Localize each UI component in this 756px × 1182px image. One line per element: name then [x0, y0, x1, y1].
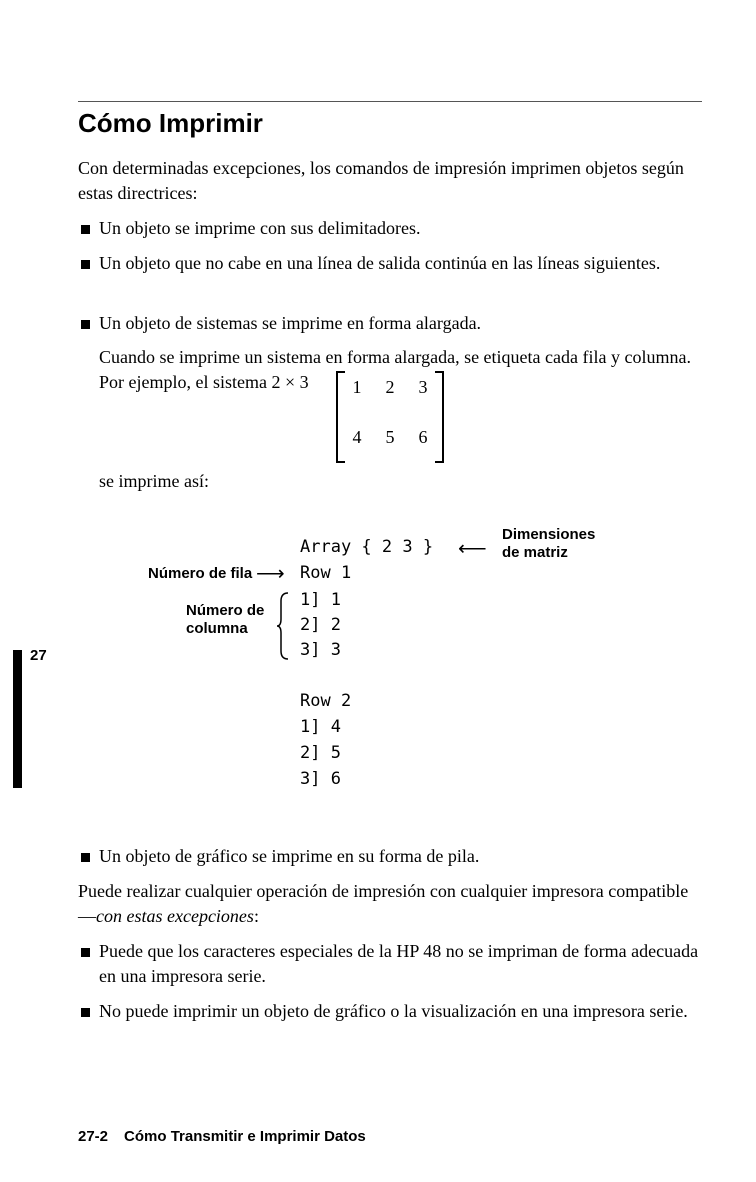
arrow-right-icon: ⟶ [256, 563, 285, 585]
right-bracket [435, 371, 444, 463]
bullet-systems: Un objeto de sistemas se imprime en forma alargada. [99, 313, 482, 333]
page-footer [78, 1128, 366, 1145]
header-rule [78, 101, 702, 102]
printout-row2-label: Row 2 [300, 691, 352, 711]
bullet-special-chars: Puede que los caracteres especiales de la HP 48 no se impriman de forma adecuada en una impresora serie. [99, 941, 699, 986]
bullet-marker [81, 1008, 90, 1017]
left-bracket [336, 371, 345, 463]
bullet-marker [81, 853, 90, 862]
printout-row1-item: 3] 3 [300, 640, 341, 660]
chapter-tab-bar [13, 650, 22, 788]
annotation-row-number: Número de fila [148, 565, 253, 582]
bullet-delimiters: Un objeto se imprime con sus delimitadores. [99, 218, 421, 238]
bullet-graphic: Un objeto de gráfico se imprime en su forma de pila. [99, 846, 480, 866]
compat-paragraph [78, 879, 698, 929]
printout-row2-item: 1] 4 [300, 717, 341, 737]
page-title: Cómo Imprimir [78, 108, 263, 138]
prints-as-text: se imprime así: [99, 471, 209, 491]
bullet-marker [81, 260, 90, 269]
matrix-cell: 1 [352, 377, 362, 397]
bullet-marker [81, 225, 90, 234]
arrow-left-icon: ⟵ [458, 538, 487, 560]
footer-chapter-title: Cómo Transmitir e Imprimir Datos [124, 1128, 366, 1145]
matrix-cell: 6 [418, 427, 428, 447]
matrix-cell: 4 [352, 427, 362, 447]
chapter-tab-number: 27 [30, 647, 47, 664]
printout-row2-item: 3] 6 [300, 769, 341, 789]
system-paragraph: Cuando se imprime un sistema en forma alargada, se etiqueta cada fila y columna. Por ejemplo, el sistema 2 × 3 [99, 347, 691, 392]
annotation-dimensions: Dimensiones de matriz [502, 526, 596, 561]
matrix-cell: 3 [418, 377, 428, 397]
brace-icon [276, 591, 290, 661]
printout-row1-item: 2] 2 [300, 615, 341, 635]
compat-text: Puede realizar cualquier operación de impresión con cualquier impresora compatible— [78, 881, 689, 926]
matrix-cell: 2 [385, 377, 395, 397]
printout-row1-label: Row 1 [300, 563, 352, 583]
compat-end: : [253, 906, 259, 926]
printout-array-line: Array { 2 3 } [300, 537, 434, 557]
printout-row2-item: 2] 5 [300, 743, 341, 763]
bullet-marker [81, 948, 90, 957]
bullet-line-wrap: Un objeto que no cabe en una línea de salida continúa en las líneas siguientes. [99, 253, 661, 273]
matrix-2x3 [336, 371, 444, 463]
intro-paragraph: Con determinadas excepciones, los comandos de impresión imprimen objetos según estas directrices: [78, 158, 684, 203]
bullet-marker [81, 320, 90, 329]
bullet-no-graphic: No puede imprimir un objeto de gráfico o la visualización en una impresora serie. [99, 1001, 688, 1021]
matrix-cell: 5 [385, 427, 395, 447]
compat-emphasis: con estas excepciones [96, 906, 254, 926]
annotation-column-number: Número de columna [186, 602, 265, 637]
footer-page-number: 27-2 [78, 1128, 109, 1145]
printout-row1-item: 1] 1 [300, 590, 341, 610]
